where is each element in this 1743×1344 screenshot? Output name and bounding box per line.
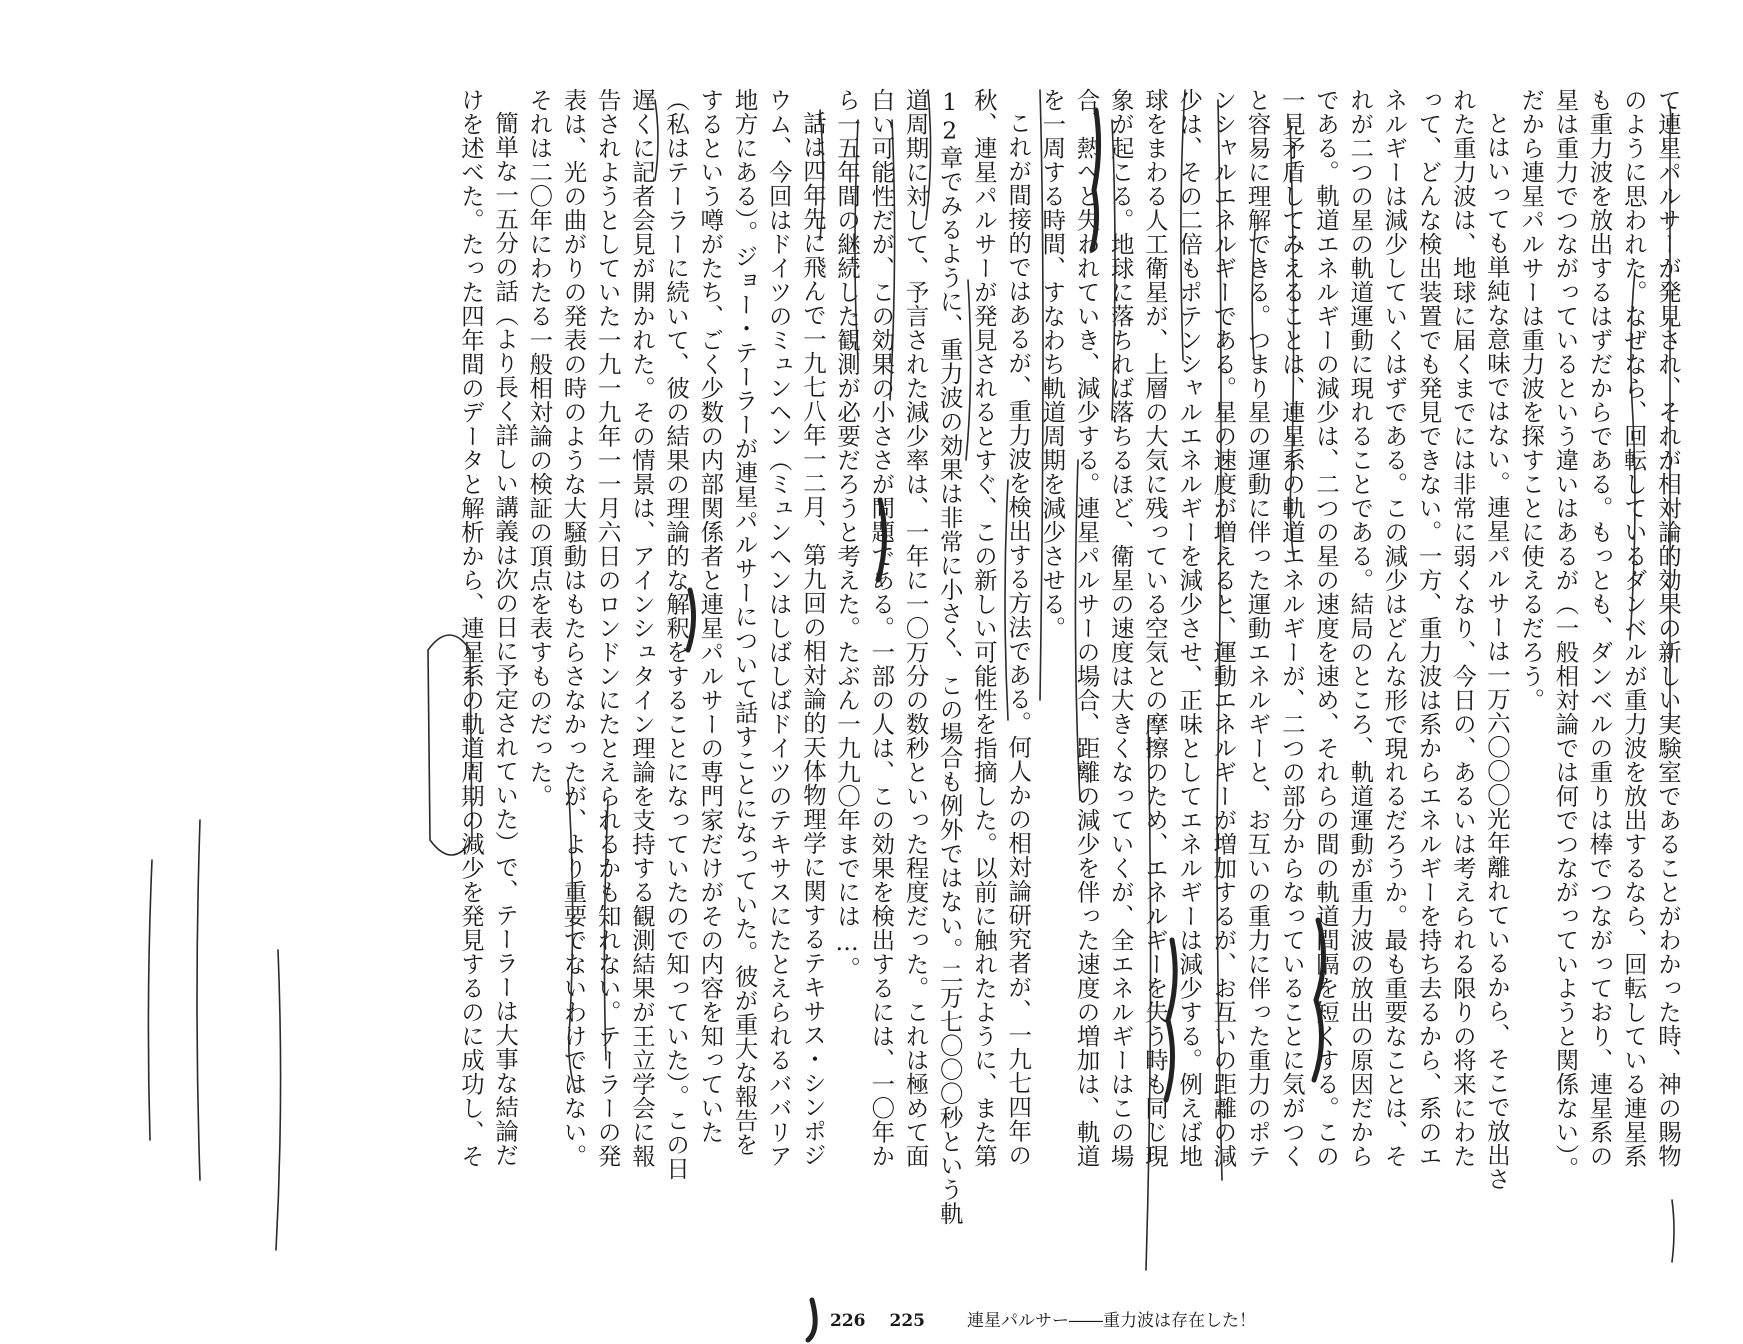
- text-line: 表は、光の曲がりの発表の時のような大騒動はもたらさなかったが、より重要でないわけではない。: [559, 88, 588, 1168]
- text-line: するという噂がたち、ごく少数の内部関係者と連星パルサーの専門家だけがその内容を知っていた: [696, 88, 725, 1144]
- text-line: 秋、連星パルサーが発見されるとすぐ、この新しい可能性を指摘した。以前に触れたように、また第: [969, 88, 998, 1168]
- text-line: それは二〇年にわたる一般相対論の検証の頂点を表すものだった。: [525, 88, 554, 808]
- pencil-underline: [148, 860, 152, 1140]
- text-line: のように思われた。なぜなら、回転しているダンベルが重力波を放出するなら、回転している連星系: [1619, 88, 1648, 1168]
- text-line: ンシャルエネルギーである。星の速度が増えると、運動エネルギーが増加するが、お互いの距離の減: [1209, 88, 1238, 1168]
- text-line: と容易に理解できる。つまり星の運動に伴った運動エネルギーと、お互いの重力に伴った重力のポテ: [1243, 88, 1272, 1168]
- vertical-body-text: [454, 88, 1685, 1258]
- pencil-underline: [276, 950, 281, 1250]
- text-line: 一見矛盾してみえることは、連星系の軌道エネルギーが、二つの部分からなっていることに気がつく: [1277, 88, 1306, 1168]
- text-line: けを述べた。たった四年間のデータと解析から、連星系の軌道周期の減少を発見するのに成功し、そ: [456, 88, 485, 1168]
- page-footer: [830, 1306, 1256, 1331]
- text-line: これが間接的ではあるが、重力波を検出する方法である。何人かの相対論研究者が、一九七四年の: [1004, 111, 1033, 1168]
- text-line: 白い可能性だが、この効果の小ささが問題である。一部の人は、この効果を検出するには、一〇年か: [867, 88, 896, 1168]
- text-line: である。軌道エネルギーの減少は、二つの星の速度を速め、それらの間の軌道間隔を短くする。この: [1311, 88, 1340, 1168]
- page-number-left: 226: [830, 1311, 866, 1331]
- text-line: れが二つの星の軌道運動に現れることである。結局のところ、軌道運動が重力波の放出の原因だから: [1346, 88, 1375, 1168]
- text-line: 遅くに記者会見が開かれた。その情景は、アインシュタイン理論を支持する観測結果が王立学会に報: [627, 88, 656, 1168]
- pencil-scribble: [808, 1300, 815, 1340]
- text-line: 星は重力でつながっているという違いはあるが（一般相対論では何でつながっていようと関係ない）。: [1551, 88, 1580, 1181]
- text-line: 地方にある）。ジョー・テーラーが連星パルサーについて話すことになっていた。彼が重大な報告を: [730, 88, 759, 1157]
- text-line: れた重力波は、地球に届くまでには非常に弱くなり、今日の、あるいは考えられる限りの将来にわた: [1448, 88, 1477, 1168]
- text-line: （私はテーラーに続いて、彼の結果の理論的な解釈をすることになっていたので知っていた）。この日: [662, 88, 691, 1181]
- page-number-right: 225: [889, 1311, 925, 1331]
- text-line: ウム、今回はドイツのミュンヘン（ミュンヘンはしばしばドイツのテキサスにたとえられるババリア: [764, 88, 793, 1168]
- text-line: とはいっても単純な意味ではない。連星パルサーは一万六〇〇〇光年離れているから、そこで放出さ: [1482, 111, 1511, 1192]
- text-line: 少は、その二倍もポテンシャルエネルギーを減少させ、正味としてエネルギーは減少する。例えば地: [1175, 88, 1204, 1168]
- text-line: だから連星パルサーは重力波を探すことに使えるだろう。: [1517, 88, 1546, 712]
- text-line: ネルギーは減少していくはずである。この減少はどんな形で現れるだろうか。最も重要なことは、そ: [1380, 88, 1409, 1168]
- text-line: 球をまわる人工衛星が、上層の大気に残っている空気との摩擦のため、エネルギーを失う時も同じ現: [1140, 88, 1169, 1168]
- text-line: も重力波を放出するはずだからである。もっとも、ダンベルの重りは棒でつながっており、連星系の: [1585, 88, 1614, 1168]
- text-line: 象が起こる。地球に落ちれば落ちるほど、衛星の速度は大きくなっていくが、全エネルギーはこの場: [1106, 88, 1135, 1168]
- pencil-underline: [197, 820, 200, 1180]
- text-line: 12章でみるように、重力波の効果は非常に小さく、この場合も例外ではない。二万七〇〇〇秒という軌: [935, 88, 964, 1226]
- text-line: を一周する時間、すなわち軌道周期を減少させる。: [1038, 88, 1067, 640]
- text-line: ら一五年間の継続した観測が必要だろうと考えた。たぶん一九九〇年までには…。: [833, 88, 862, 981]
- text-line: 簡単な一五分の話（より長く詳しい講義は次の日に予定されていた）で、テーラーは大事な結論だ: [491, 111, 520, 1168]
- text-line: 告されようとしていた一九一九年一一月六日のロンドンにたとえられるかも知れない。テーラーの発: [593, 88, 622, 1168]
- text-line: 道周期に対して、予言された減少率は、一年に一〇万分の数秒といった程度だった。これは極めて面: [901, 88, 930, 1168]
- text-line: って、どんな検出装置でも発見できない。一方、重力波は系からエネルギーを持ち去るから、系のエ: [1414, 88, 1443, 1168]
- text-line: 話は四年先に飛んで一九七八年一二月、第九回の相対論的天体物理学に関するテキサス・シンポジ: [798, 111, 827, 1168]
- text-line: て連星パルサーが発見され、それが相対論的効果の新しい実験室であることがわかった時、神の賜物: [1654, 88, 1682, 1168]
- text-line: 合、熱へと失われていき、減少する。連星パルサーの場合、距離の減少を伴った速度の増加は、軌道: [1072, 88, 1101, 1168]
- running-title: 連星パルサー――重力波は存在した！: [967, 1311, 1256, 1331]
